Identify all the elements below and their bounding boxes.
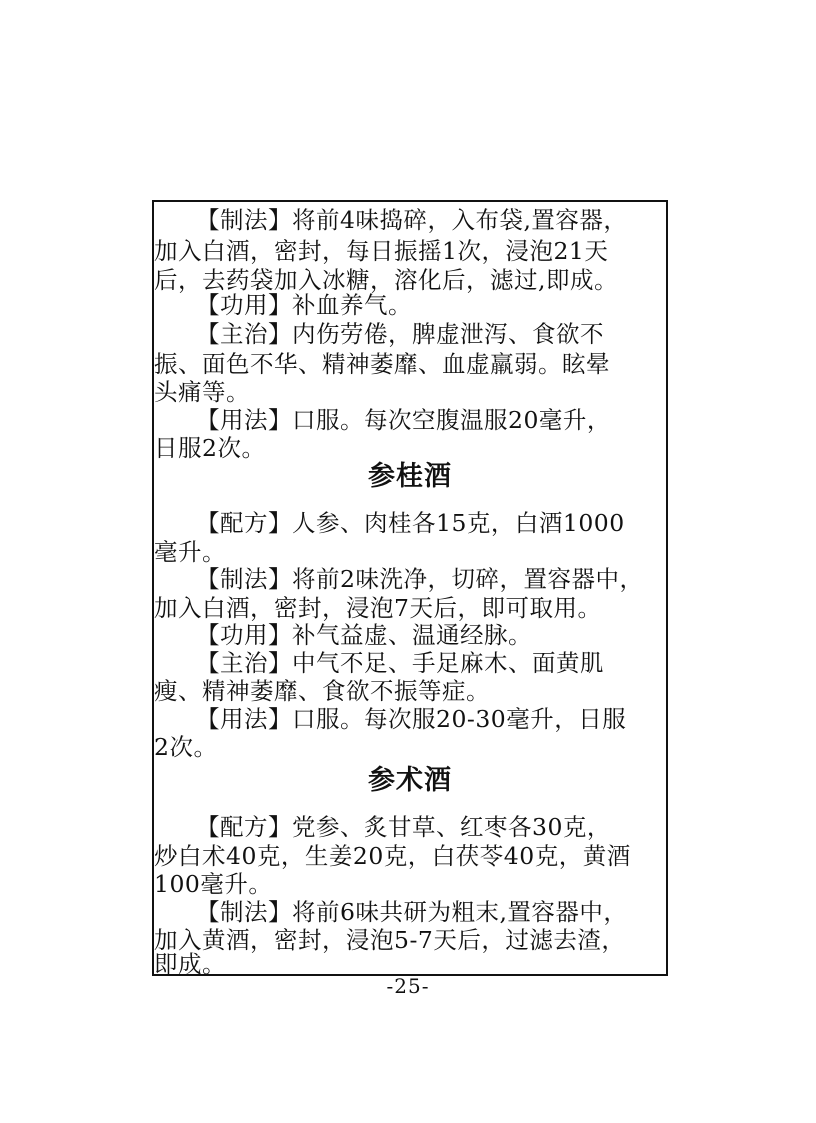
zhifa-line-2: 加入白酒，密封，每日振摇1次，浸泡21天 [154, 237, 609, 265]
peifang-line-3: 100毫升。 [154, 870, 273, 898]
page-number: -25- [386, 974, 430, 998]
gongyong-line-1: 【功用】补血养气。 [196, 291, 412, 319]
zhuzhi-line-2: 振、面色不华、精神萎靡、血虚羸弱。眩晕 [154, 350, 610, 378]
peifang-line-1: 【配方】人参、肉桂各15克，白酒1000 [196, 509, 625, 537]
yongfa-line-2: 日服2次。 [154, 434, 266, 462]
yongfa-line-1: 【用法】口服。每次服20-30毫升，日服 [196, 705, 627, 733]
text-frame [152, 200, 668, 976]
section-title: 参桂酒 [368, 461, 452, 492]
zhifa-line-3: 后，去药袋加入冰糖，溶化后，滤过,即成。 [154, 266, 618, 294]
zhifa-line-1: 【制法】将前4味捣碎，入布袋,置容器， [196, 206, 628, 234]
zhifa-line-1: 【制法】将前2味洗净，切碎，置容器中， [196, 565, 644, 593]
zhifa-line-2: 加入黄酒，密封，浸泡5-7天后，过滤去渣， [154, 926, 626, 954]
zhifa-line-2: 加入白酒，密封，浸泡7天后，即可取用。 [154, 594, 602, 622]
yongfa-line-2: 2次。 [154, 733, 218, 761]
zhifa-line-3: 即成。 [154, 950, 226, 978]
peifang-line-1: 【配方】党参、炙甘草、红枣各30克， [196, 813, 611, 841]
zhuzhi-line-1: 【主治】内伤劳倦，脾虚泄泻、食欲不 [196, 320, 604, 348]
gongyong-line-1: 【功用】补气益虚、温通经脉。 [196, 621, 532, 649]
section-title: 参术酒 [368, 765, 452, 796]
peifang-line-2: 毫升。 [154, 538, 226, 566]
zhuzhi-line-3: 头痛等。 [154, 378, 250, 406]
yongfa-line-1: 【用法】口服。每次空腹温服20毫升， [196, 406, 611, 434]
zhuzhi-line-1: 【主治】中气不足、手足麻木、面黄肌 [196, 649, 604, 677]
peifang-line-2: 炒白术40克，生姜20克，白茯苓40克，黄酒 [154, 842, 631, 870]
zhifa-line-1: 【制法】将前6味共研为粗末,置容器中， [196, 898, 628, 926]
zhuzhi-line-2: 瘦、精神萎靡、食欲不振等症。 [154, 677, 490, 705]
